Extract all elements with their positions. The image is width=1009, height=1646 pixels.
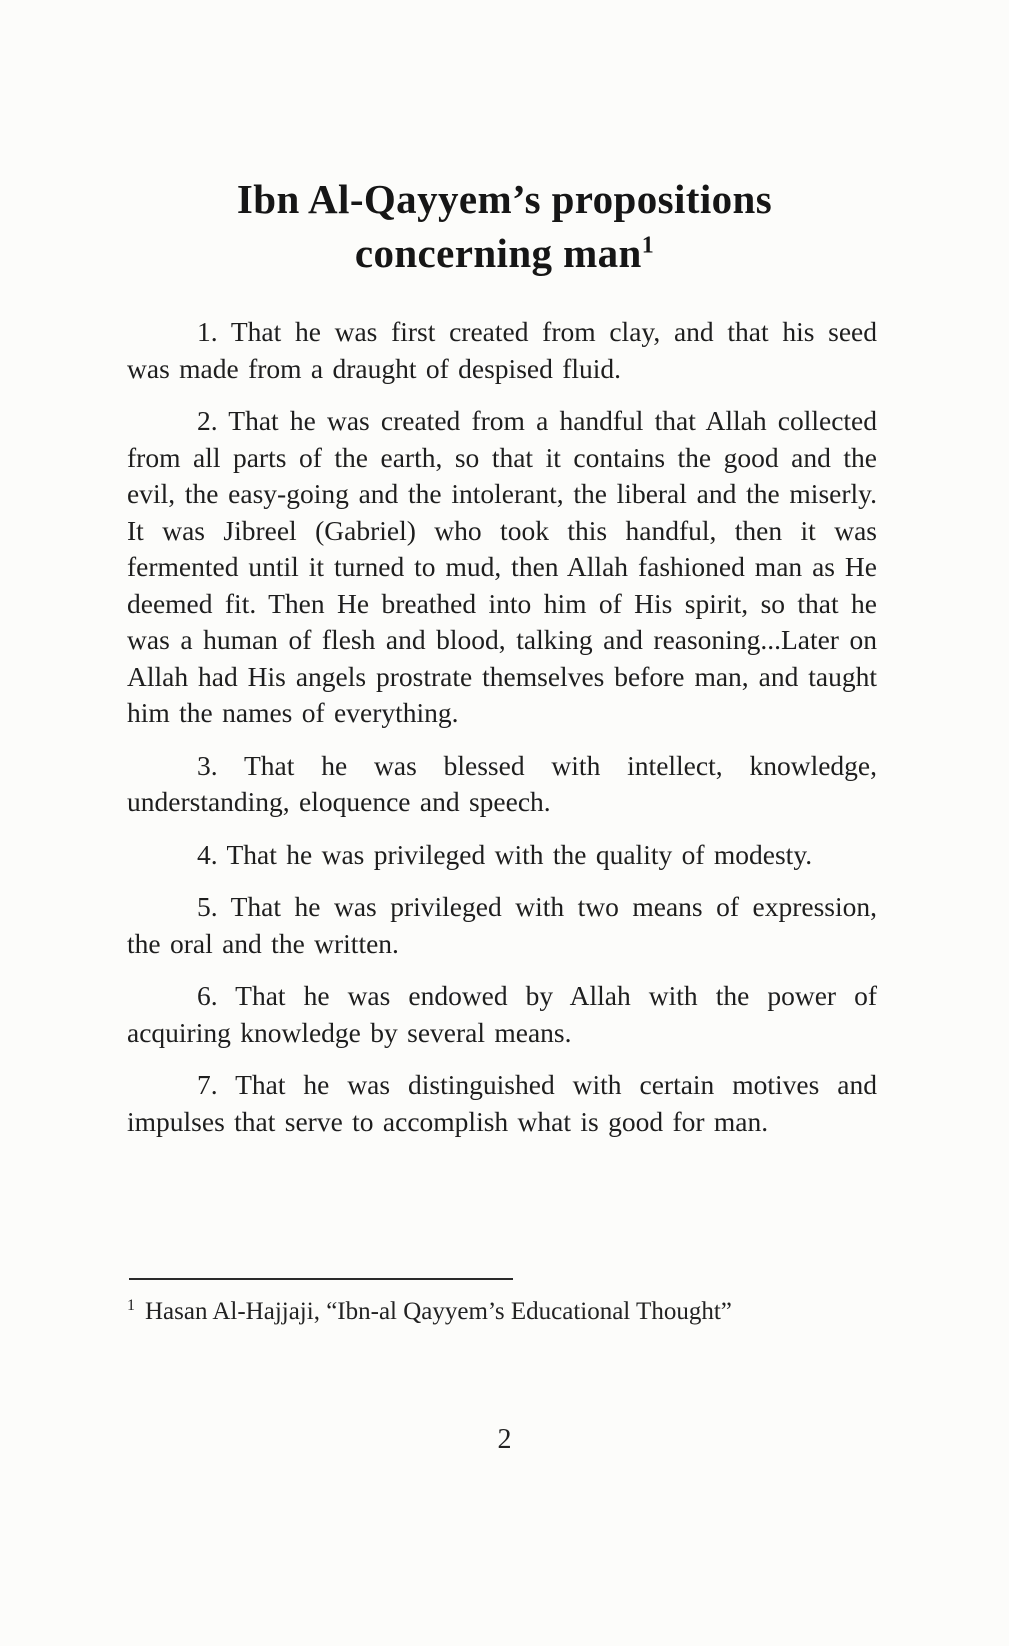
title-line-2	[0, 226, 1009, 280]
paragraph-1: 1. That he was first created from clay, and that his seed was made from a draught of despised fluid.	[127, 316, 877, 384]
title-line-1: Ibn Al-Qayyem’s propositions	[236, 176, 773, 222]
paragraph-7: 7. That he was distinguished with certain motives and impulses that serve to accomplish what is good for man.	[127, 1069, 877, 1137]
footnote-text: Hasan Al-Hajjaji, “Ibn-al Qayyem’s Educational Thought”	[145, 1298, 732, 1325]
footnote-divider	[129, 1278, 513, 1280]
paragraph-3: 3. That he was blessed with intellect, knowledge, understanding, eloquence and speech.	[127, 749, 877, 817]
paragraph-6: 6. That he was endowed by Allah with the power of acquiring knowledge by several means.	[127, 980, 877, 1048]
paragraph-2: 2. That he was created from a handful that Allah collected from all parts of the earth, so that it contains the good and the evil, the easy-going and the intolerant, the liberal and the miserly. It was Jibreel (Gabriel) who took this handful, then it was fermented until it turned to mud, then Allah fashioned man as He deemed fit. Then He breathed into him of His spirit, so that he was a human of flesh and blood, talking and reasoning...Later on Allah had His angels prostrate themselves before man, and taught him the names of everything.	[127, 405, 877, 728]
title-footnote-marker: 1	[641, 232, 655, 259]
paragraph-4: 4. That he was privileged with the quality of modesty.	[197, 838, 813, 870]
page-title	[0, 0, 1009, 280]
footnote-area	[127, 1278, 879, 1328]
paragraph-5: 5. That he was privileged with two means of expression, the oral and the written.	[127, 891, 877, 959]
footnote-marker: 1	[127, 1296, 135, 1314]
footnote	[127, 1296, 879, 1328]
page-number: 2	[497, 1424, 512, 1455]
title-line-2-text: concerning man	[354, 230, 642, 276]
document-body	[0, 280, 1009, 1140]
